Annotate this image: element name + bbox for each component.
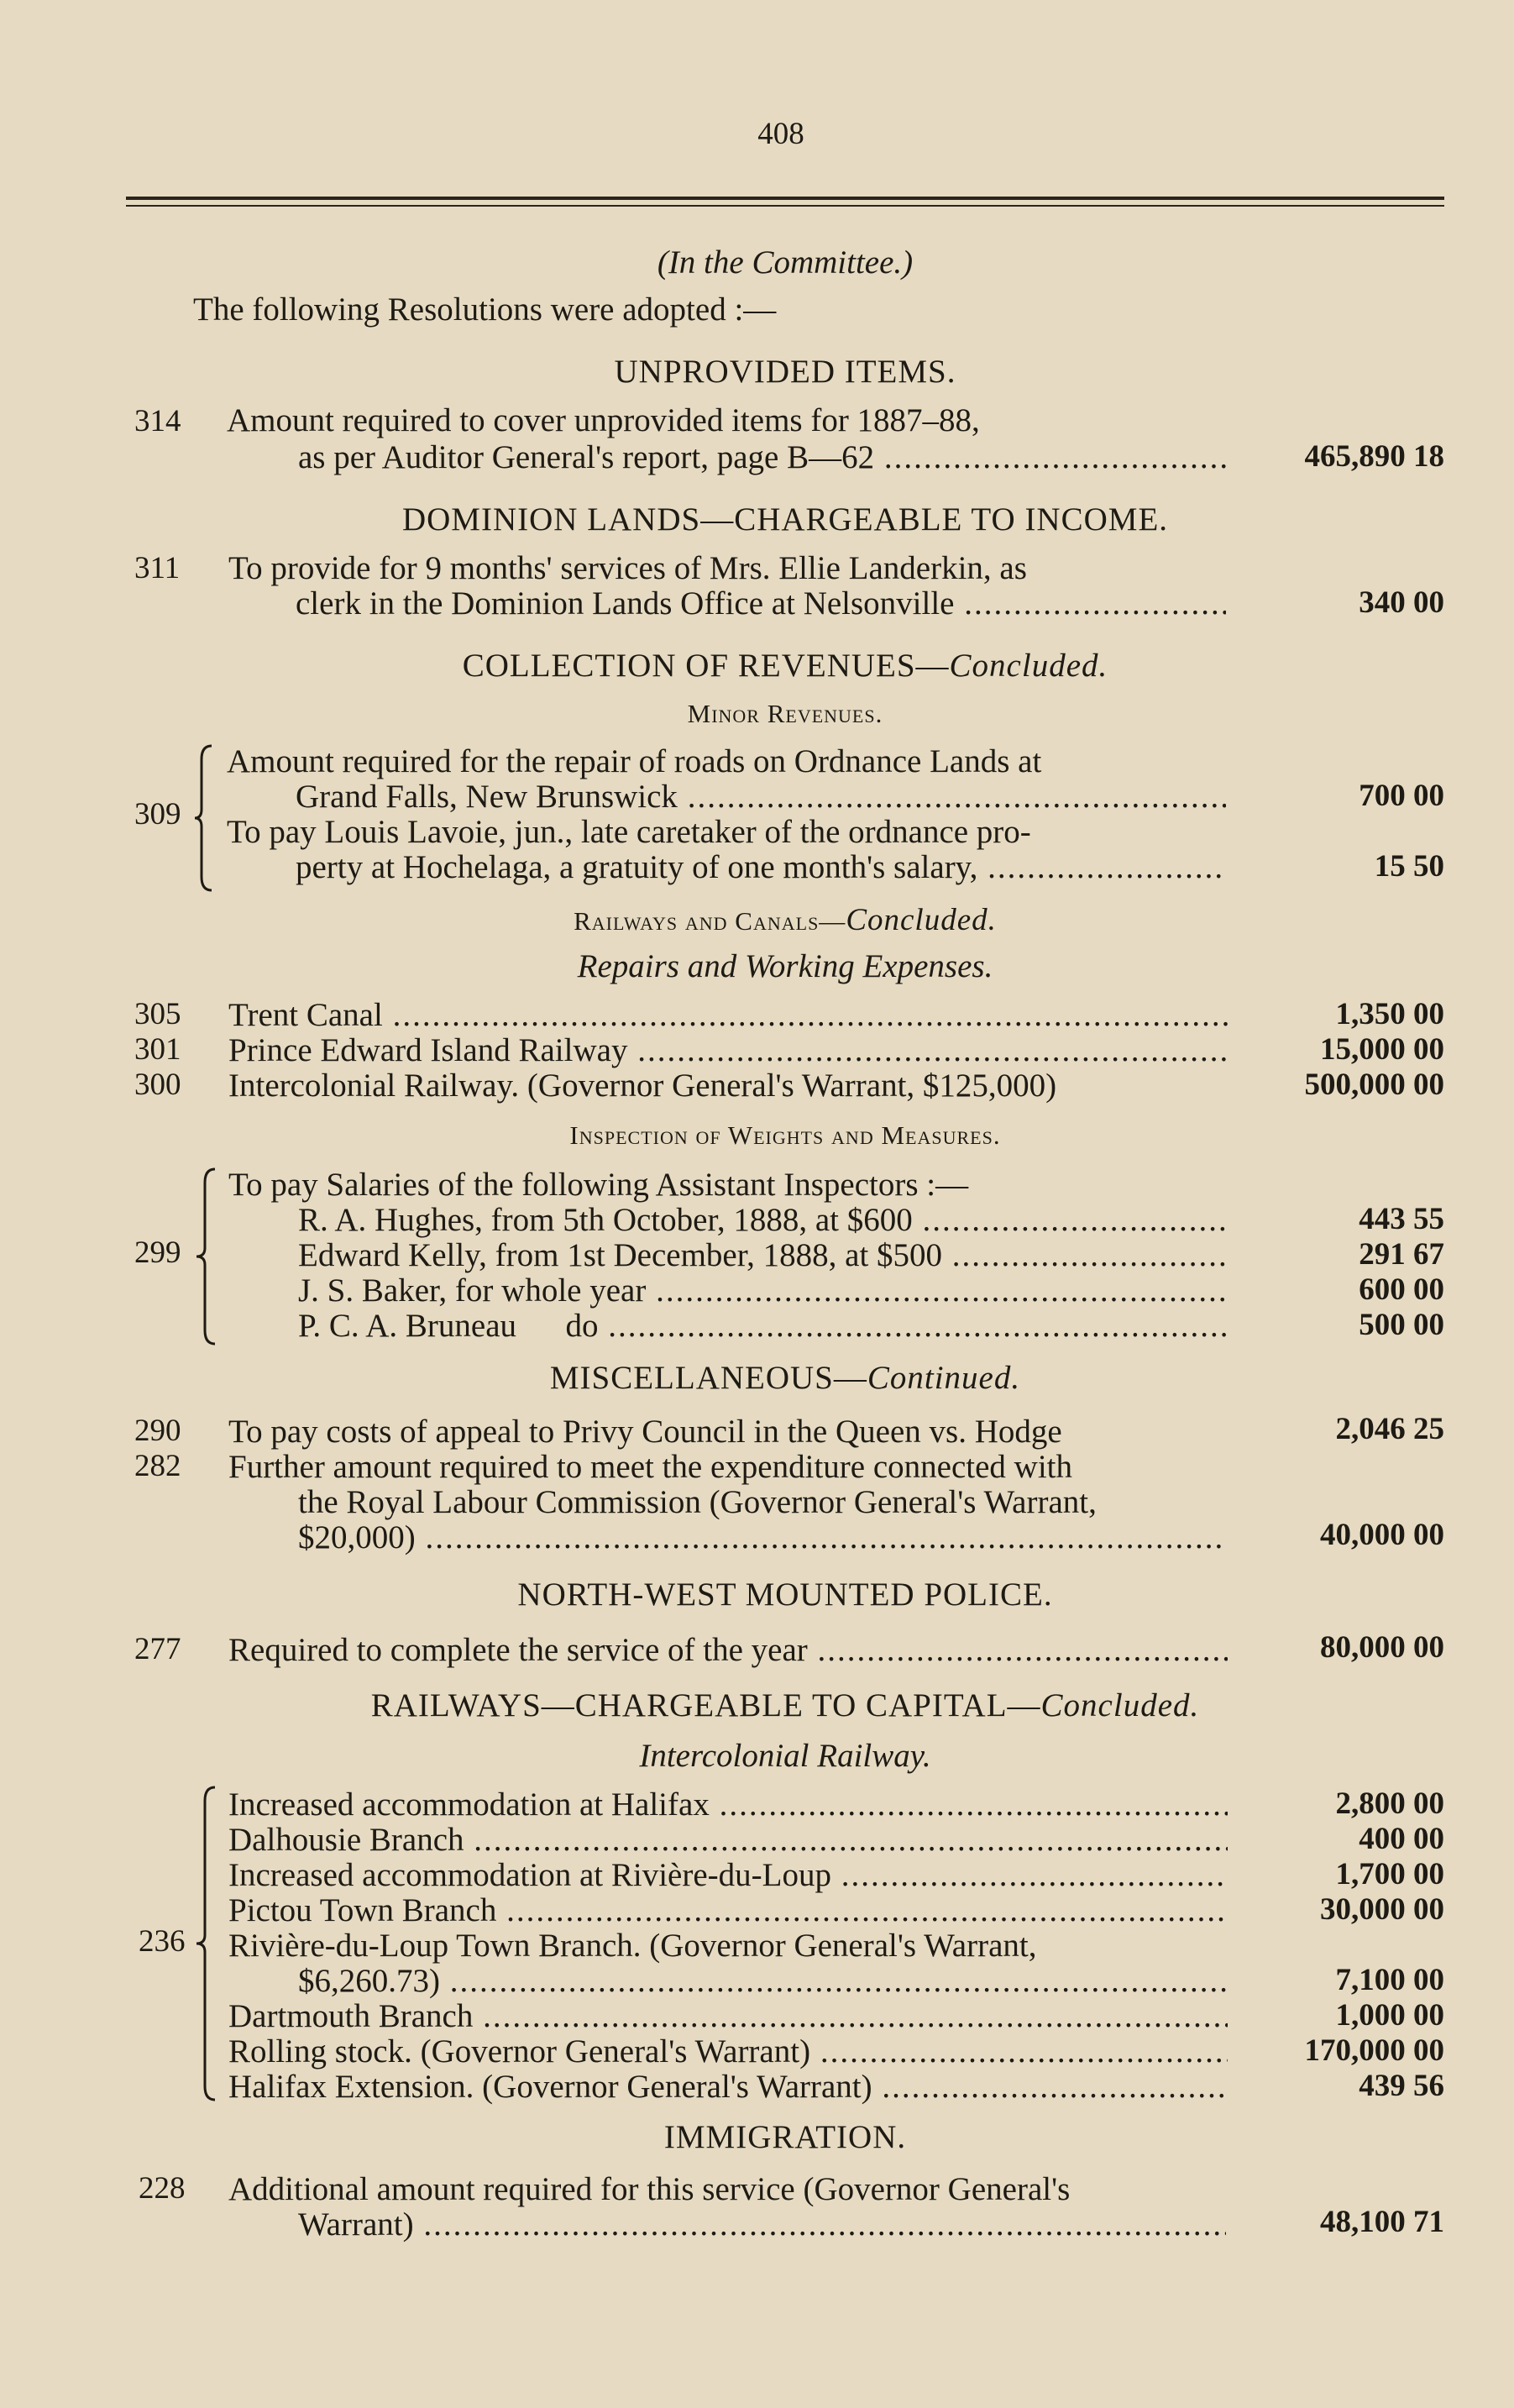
item-line: $20,000) ..... <box>298 1519 1226 1556</box>
ref-number: 290 <box>134 1414 181 1448</box>
item-line: Halifax Extension. (Governor General's Warrant) ..... <box>228 2068 1228 2106</box>
ref-number: 311 <box>134 551 181 585</box>
title-italic: Concluded. <box>1040 1687 1200 1723</box>
amount: 500 00 <box>1359 1308 1444 1342</box>
ref-number: 314 <box>134 404 181 438</box>
item-line: Increased accommodation at Rivière-du-Loup ..... <box>228 1856 1228 1894</box>
amount: 2,800 00 <box>1335 1786 1444 1821</box>
item-line: Increased accommodation at Halifax ..... <box>228 1786 1228 1823</box>
amount: 1,350 00 <box>1335 997 1444 1031</box>
amount: 170,000 00 <box>1304 2033 1444 2068</box>
amount: 48,100 71 <box>1320 2205 1444 2239</box>
subsection-title: Intercolonial Railway. <box>639 1738 931 1774</box>
brace-icon <box>195 1166 218 1347</box>
amount: 15,000 00 <box>1320 1032 1444 1067</box>
amount: 30,000 00 <box>1320 1892 1444 1927</box>
item-line: Warrant) ..... <box>298 2206 1226 2243</box>
subsection-title: Repairs and Working Expenses. <box>577 948 993 984</box>
section-title-collection <box>126 647 1444 685</box>
item-line: Prince Edward Island Railway ..... <box>228 1031 1228 1069</box>
amount: 443 55 <box>1359 1202 1444 1236</box>
item-line: Dartmouth Branch ..... <box>228 1997 1228 2035</box>
amount: 291 67 <box>1359 1237 1444 1272</box>
item-line: Amount required to cover unprovided items for 1887–88, <box>227 402 980 438</box>
item-line: Rivière-du-Loup Town Branch. (Governor General's Warrant, <box>228 1928 1037 1964</box>
amount: 600 00 <box>1359 1272 1444 1307</box>
section-title-unprovided: UNPROVIDED ITEMS. <box>614 354 956 390</box>
item-line: Pictou Town Branch ..... <box>228 1891 1228 1929</box>
section-title-dominion-lands: DOMINION LANDS—CHARGEABLE TO INCOME. <box>401 501 1169 538</box>
section-title-immigration: IMMIGRATION. <box>663 2119 907 2155</box>
section-title-nwmp: NORTH-WEST MOUNTED POLICE. <box>517 1576 1053 1613</box>
brace-icon <box>193 742 215 894</box>
item-line: Intercolonial Railway. (Governor General's Warrant, $125,000) <box>228 1068 1057 1104</box>
title-text: MISCELLANEOUS— <box>549 1360 867 1396</box>
ref-number: 228 <box>139 2171 186 2206</box>
item-line: Rolling stock. (Governor General's Warrant) ..... <box>228 2033 1228 2070</box>
ref-number: 277 <box>134 1632 181 1666</box>
item-line: clerk in the Dominion Lands Office at Nelsonville ..... <box>296 585 1226 622</box>
section-title-railways-capital <box>126 1687 1444 1724</box>
title-italic: Concluded. <box>846 903 997 937</box>
item-line: perty at Hochelaga, a gratuity of one month's salary, ..... <box>296 848 1226 886</box>
item-line: Further amount required to meet the expenditure connected with <box>228 1449 1072 1485</box>
amount: 465,890 18 <box>1304 439 1444 474</box>
header-rule-thin <box>126 205 1444 207</box>
item-line: J. S. Baker, for whole year ..... <box>298 1272 1226 1309</box>
committee-heading: (In the Committee.) <box>657 244 914 281</box>
amount: 500,000 00 <box>1304 1068 1444 1102</box>
amount: 80,000 00 <box>1320 1630 1444 1665</box>
ref-number: 282 <box>134 1449 181 1483</box>
item-line: the Royal Labour Commission (Governor General's Warrant, <box>298 1484 1097 1520</box>
amount: 439 56 <box>1359 2069 1444 2103</box>
item-line: Required to complete the service of the year ..... <box>228 1631 1228 1669</box>
ref-number: 236 <box>139 1924 186 1959</box>
item-line: To provide for 9 months' services of Mrs. Ellie Landerkin, as <box>228 550 1027 586</box>
ref-number: 301 <box>134 1032 181 1067</box>
title-italic: Continued. <box>867 1360 1021 1396</box>
item-line: R. A. Hughes, from 5th October, 1888, at $600 ..... <box>298 1201 1226 1239</box>
item-line: To pay Salaries of the following Assistant Inspectors :— <box>228 1167 969 1203</box>
subsection-title: Minor Revenues. <box>687 699 883 728</box>
brace-icon <box>195 1784 218 2103</box>
amount: 1,000 00 <box>1335 1998 1444 2033</box>
item-line: Additional amount required for this service (Governor General's <box>228 2171 1071 2207</box>
item-line: $6,260.73) ..... <box>298 1962 1226 2000</box>
title-italic: Concluded. <box>949 648 1108 684</box>
intro-text: The following Resolutions were adopted :— <box>193 291 777 328</box>
ref-number: 305 <box>134 997 181 1031</box>
item-line: Edward Kelly, from 1st December, 1888, at $500 ..... <box>298 1236 1226 1274</box>
amount: 700 00 <box>1359 779 1444 813</box>
title-text: COLLECTION OF REVENUES— <box>462 648 950 684</box>
ref-number: 309 <box>134 797 181 832</box>
item-line: Grand Falls, New Brunswick ..... <box>296 778 1226 816</box>
item-line: P. C. A. Bruneau do ..... <box>298 1307 1226 1345</box>
ref-number: 299 <box>134 1235 181 1270</box>
title-text: RAILWAYS—CHARGEABLE TO CAPITAL— <box>370 1687 1041 1723</box>
amount: 7,100 00 <box>1335 1963 1444 1997</box>
section-title-railways-canals <box>126 902 1444 938</box>
section-title-inspection: Inspection of Weights and Measures. <box>569 1120 1001 1150</box>
item-line: To pay costs of appeal to Privy Council in the Queen vs. Hodge <box>228 1414 1062 1450</box>
item-line: To pay Louis Lavoie, jun., late caretaker of the ordnance pro- <box>227 814 1031 850</box>
ref-number: 300 <box>134 1068 181 1102</box>
amount: 340 00 <box>1359 585 1444 620</box>
header-rule-thick <box>126 197 1444 200</box>
amount: 40,000 00 <box>1320 1518 1444 1552</box>
amount: 2,046 25 <box>1335 1412 1444 1446</box>
item-line: Trent Canal ..... <box>228 996 1228 1034</box>
section-title-miscellaneous <box>126 1359 1444 1397</box>
item-line: Amount required for the repair of roads on Ordnance Lands at <box>227 743 1042 779</box>
item-line: as per Auditor General's report, page B—62 ..... <box>298 438 1226 476</box>
amount: 400 00 <box>1359 1822 1444 1856</box>
page-number: 408 <box>757 117 804 151</box>
amount: 1,700 00 <box>1335 1857 1444 1891</box>
amount: 15 50 <box>1374 849 1444 884</box>
item-line: Dalhousie Branch ..... <box>228 1821 1228 1859</box>
title-text: Railways and Canals— <box>574 906 846 936</box>
